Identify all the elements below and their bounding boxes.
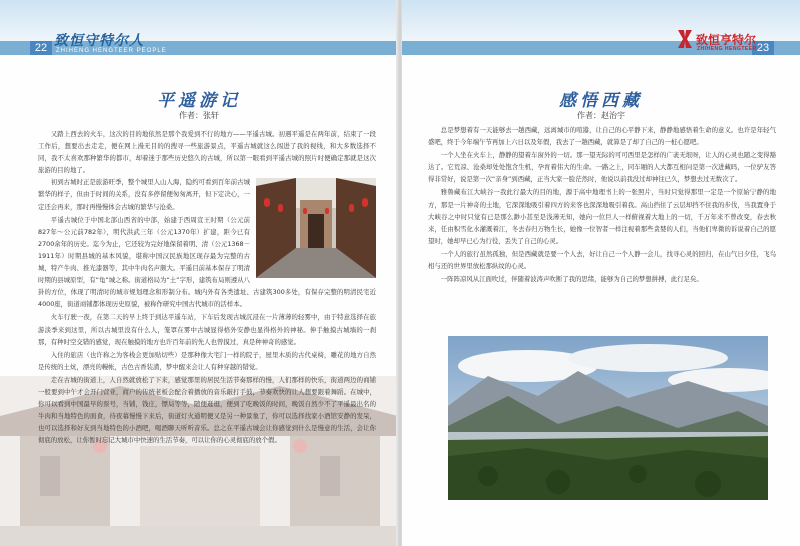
left-page — [0, 0, 398, 546]
right-paragraph-3: 雅鲁藏布江大峡谷一我此行最大的目的地，源于高中地理书上的一张照片，当时只觉得那里一定是一个原始宁静的地方，那是一片神奇的土地，它深深地吸引着四方的来客也深深地吸引着我。高山挡住了云层却挡不住我的步伐，当我置身于大峡谷之中时只觉有已是那么渺小甚至是浅薄无知，她向一位巨人一样俯视着大地上的一切，千万年来不曾改变，春去秋来，任由积雪化水灌溉着江，冬去春归万物生长，她像一位智者一样注视着那些贪婪的人们，当他们卑微的诉说着自己的愿望时，她却早已心为行役，丢失了自己的心灵。 — [428, 188, 776, 245]
left-article-body — [38, 128, 376, 508]
left-header — [0, 0, 398, 58]
tibet-landscape-photo — [448, 336, 768, 500]
right-paragraph-2: 一个人坐在火车上，静静的望着车窗外的一切。那一望无际的可可西里是怎样的广袤无垠呀，让人的心灵也随之变得豁达了。它荒凉、沧桑却处处饱含生机，孕育着伟大的生命。一路之上，同车厢的人大都互相问是第一次进藏吗，一位驴友答得非常好，说是第一次“亲身”到西藏，正当大家一脸茫然时，他说以前我没过却神往已久，梦想去过无数次了。 — [428, 151, 776, 184]
right-paragraph-1: 总是梦想着有一天能够去一趟西藏，远离城市的喧嚣，让自己的心平静下来，静静地感悟着生命的意义。也许是年轻气盛吧，终于今年端午节再加上六日以及年假，我去了一趟西藏，就算是了却了自己的一桩心愿吧。 — [428, 126, 776, 147]
right-article-body — [428, 124, 776, 324]
right-brand-title: 致恒亨特尔 — [696, 33, 757, 47]
left-article-title: 平遥游记 — [157, 91, 241, 111]
left-paragraph-6: 走在古城的街道上，人自然就放松了下来，感觉那里的居民生活节奏那样的慢，人们那样的快乐，街道两边的商铺一般要到中午才会开门营业，商户的传统老板会配合着播放的音乐敲打手鼓，节奏欢快的让人想要跟着舞蹈。在城中，你可以看到中国最早的票号，当铺，钱庄，镖局等等，随便逛逛，便到了吃晚饭的时间，晚饭自然少不了平遥最出名的牛肉和当地特色的面食，待夜幕慢慢下来后，街道灯火通明便又是另一种景象了，你可以选择找家小酒馆安静的发呆，也可以选择和好友到当地特色的小酒吧，喝酒聊天听听音乐。总之在平遥古城会让你感觉到什么是慢意的生活，会让你彻底的放松，让你暂时忘记大城市中快速的生活节奏，可以让你的心灵彻底的放个假。 — [38, 375, 376, 445]
left-paragraph-4: 火车行驶一夜，在第二天的早上终于到达平遥车站，下车后发现古城沉浸在一片薄薄的轻雾中，由于特意选择在旅游淡季来到这里，所以古城里没有什么人，笼罩在雾中古城显得格外安静也显得格外的神秘。伸手触摸古城墙的一刹那，有种时空交错的感觉，现在触摸的地方也许百年前的先人也曾摸过，真是种神奇的感觉。 — [38, 313, 376, 346]
right-paragraph-4: 一个人的旅行虽然孤独，但是西藏就是要一个人去，好让自己一个人静一会儿，找寻心灵的回归，在山气日夕佳，飞鸟相与还的世界里放松那纵纹的心灵。 — [428, 249, 776, 271]
hengteer-logo-icon — [678, 30, 692, 48]
pingyao-street-photo — [256, 178, 376, 278]
left-brand-subtitle: ZHIHENG HENGTEER PEOPLE — [56, 48, 167, 54]
right-page-number: 23 — [752, 41, 774, 55]
right-brand-subtitle: ZHIHENG HENGTEER — [697, 46, 757, 52]
left-brand-title: 致恒守特尔人 — [54, 33, 144, 49]
left-paragraph-5: 入住的旅店（也许称之为客栈会更加贴切些）是那种像大宅门一样的院子，屋里木质的古代桌椅，雕花的地方自然是传统的土炕，漂亮的幔帐，古色古香装潢，梦中醒来会让人有种穿越的错觉。 — [38, 350, 376, 371]
right-paragraph-5: 一阵阵凉风从江面吹过，伴随着波涛声吹断了我的思绪，能够为自己的梦想拼搏，此行足矣。 — [440, 275, 703, 284]
right-article-title: 感悟西藏 — [559, 91, 643, 111]
right-header — [402, 0, 800, 58]
right-article-author: 作者：赵治宇 — [577, 111, 625, 120]
right-page — [402, 0, 800, 546]
left-paragraph-2: 初到古城时正是旅游旺季，整个城里人山人海，隐约可看到百年前古城繁华的样子，但由于时间的关系，没有多停留便匆匆离开，但下定决心，一定还会再来，那时再慢慢体会古城的繁华与沧桑。 — [38, 178, 250, 211]
left-page-number: 22 — [30, 41, 52, 55]
left-paragraph-1: 又踏上西去的火车，这次的目的地依然是那个我爱到不行的地方——平遥古城。初遇平遥是在两年前，结束了一段工作后，想要出去走走，便在网上漫无目的的搜寻一些旅游景点，平遥古城就这么闯进了我的视线，和大多数选择不同，我不太喜欢那种繁华的都市，却着迷于那些历史悠久的古城，所以第一眼看到平遥古城的照片时便确定那就是这次旅游的目的地了。 — [38, 130, 376, 175]
left-article-author: 作者：张轩 — [179, 111, 219, 120]
left-paragraph-3: 平遥古城位于中国北部山西省的中部，始建于西周宣王时期（公元前827年～公元前782年），明代洪武三年（公元1370年）扩建，距今已有2700余年的历史。迄今为止，它还较为完好地保留着明、清（公元1368－1911年）时期县城的基本风貌，堪称中国汉民族地区现存最为完整的古城，特产牛肉、推光漆器等，其中牛肉名声颇大。平遥目前基本保存了明清时期的县城原型，有“龟”城之称。街道格局为“土”字形，建筑布局则遵从八卦的方位，体现了明清时的城市规划理念和形制分布。城内外有各类遗址、古建筑300多处，有保存完整的明清民宅近4000座，街道商铺都体现历史原貌，被称作研究中国古代城市的活样本。 — [38, 215, 376, 309]
